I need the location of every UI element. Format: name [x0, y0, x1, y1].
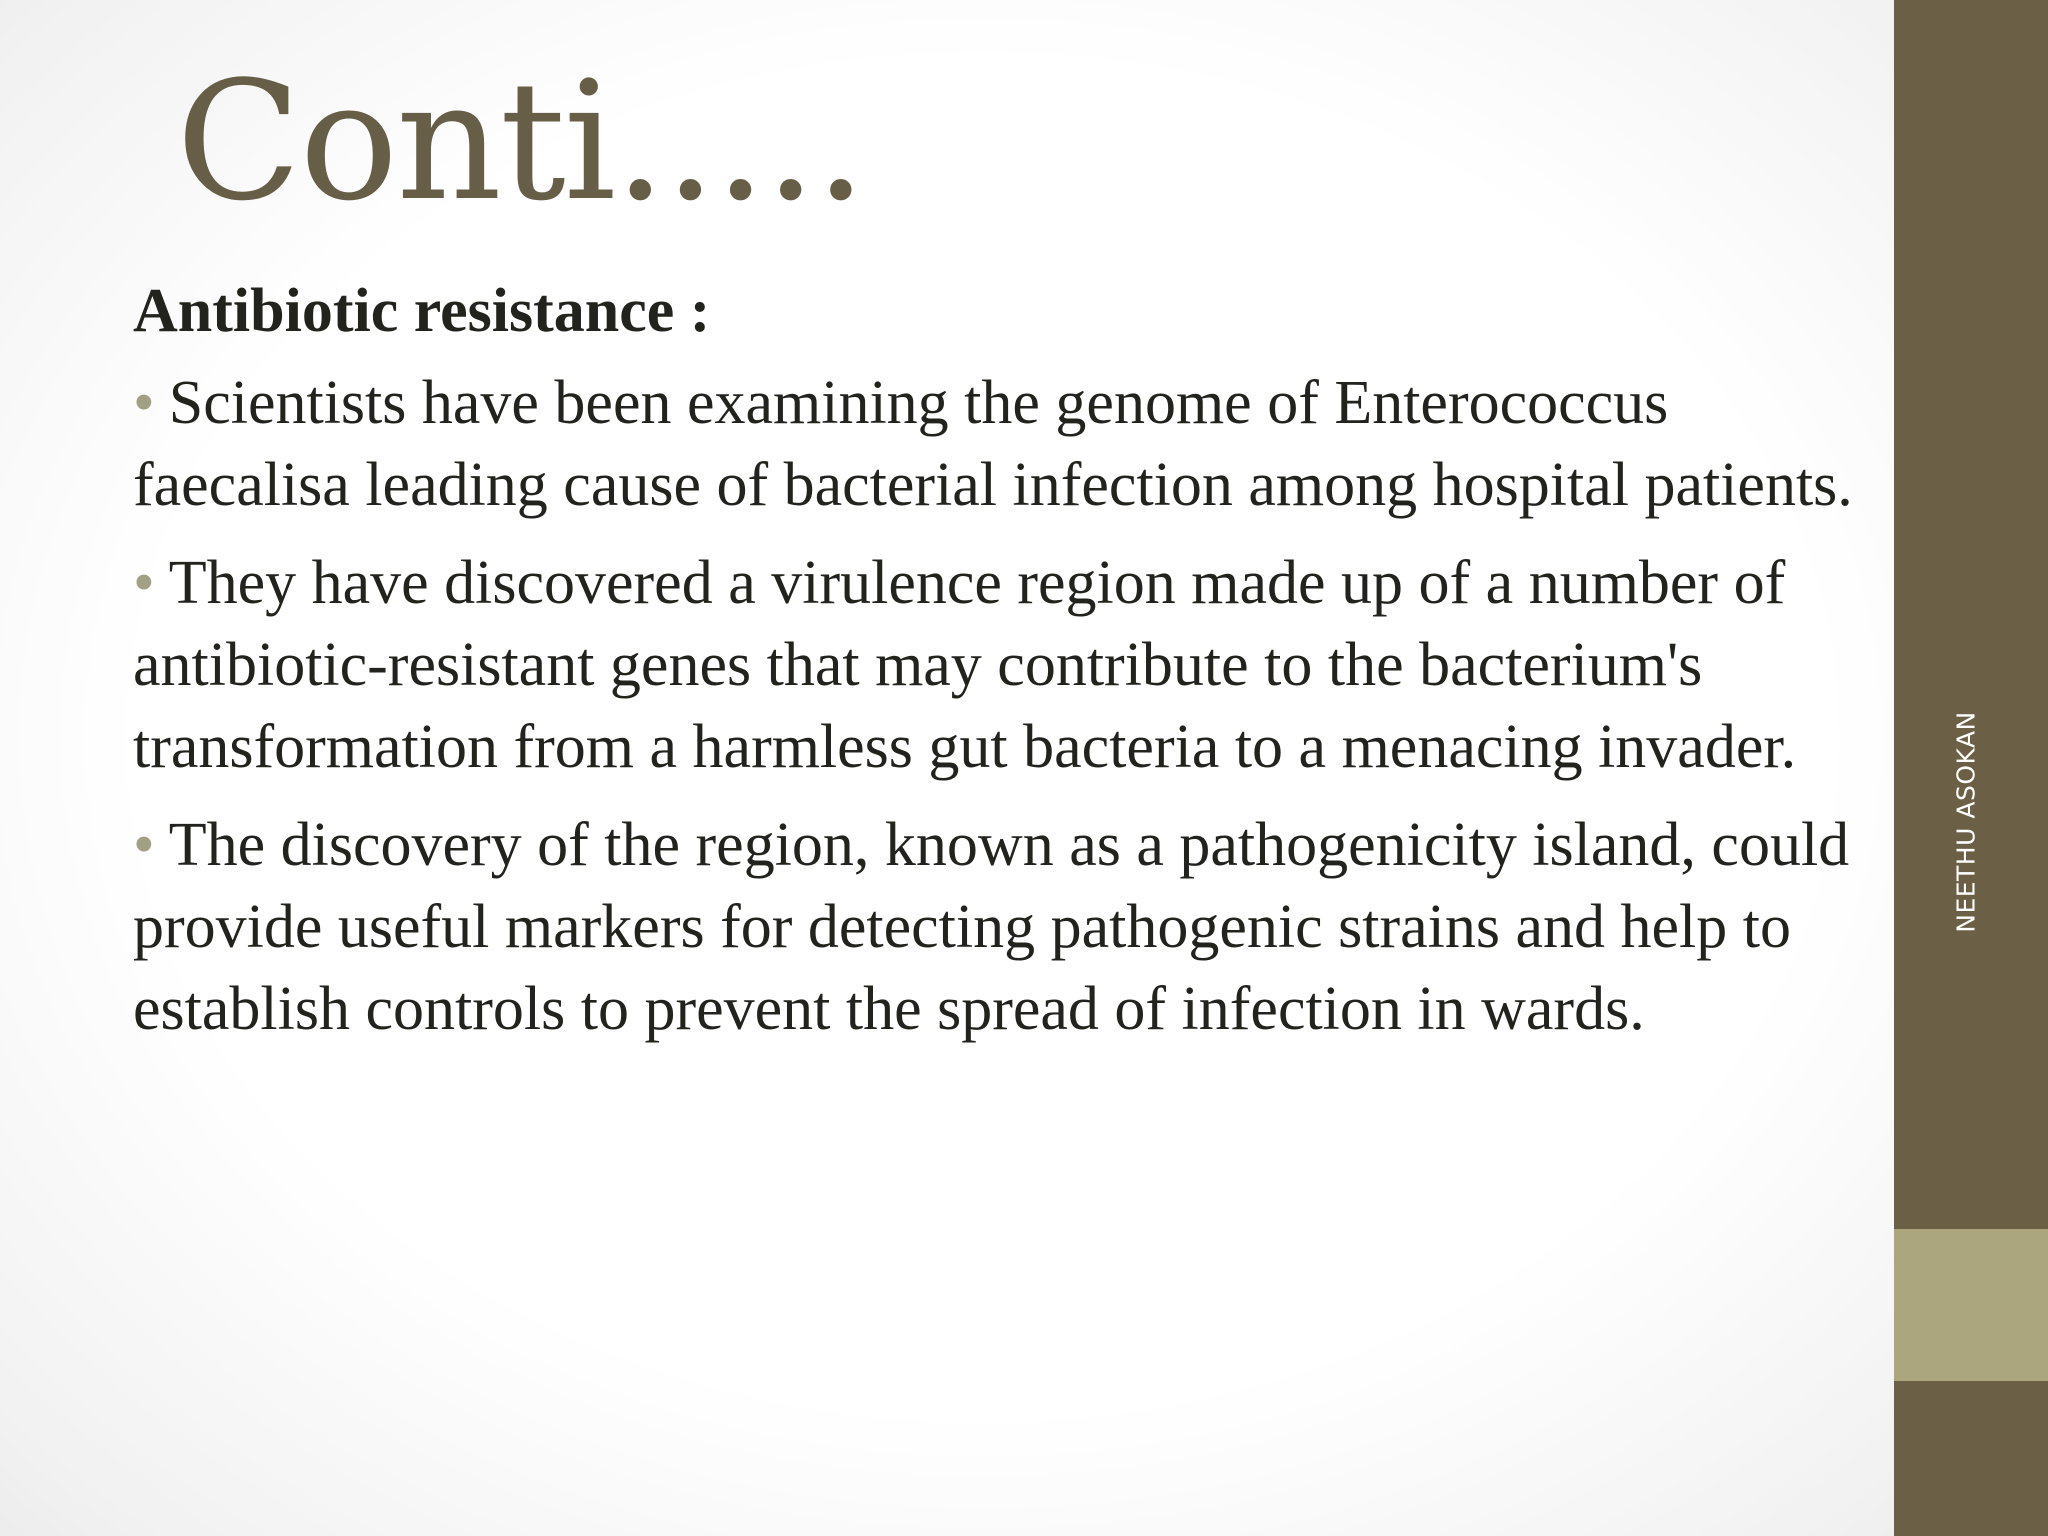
- sidebar-accent-block: [1894, 1229, 2048, 1381]
- bullet-item: [133, 362, 1878, 526]
- author-name: NEETHU ASOKAN: [1951, 711, 1981, 933]
- bullet-dot-icon: •: [133, 811, 155, 879]
- bullet-text: Scientists have been examining the genome of Enterococcus faecalisa leading cause of bacterial infection among hospital patients.: [133, 369, 1853, 519]
- bullet-text: The discovery of the region, known as a pathogenicity island, could provide useful markers for detecting pathogenic strains and help to establish controls to prevent the spread of infection in wards.: [133, 811, 1850, 1043]
- slide-body: [133, 270, 1878, 1050]
- bullet-text: They have discovered a virulence region made up of a number of antibiotic-resistant genes that may contribute to the bacterium's transformation from a harmless gut bacteria to a menacing invader.: [133, 549, 1797, 781]
- bullet-dot-icon: •: [133, 369, 155, 437]
- section-heading: Antibiotic resistance :: [133, 277, 711, 345]
- bullet-item: [133, 542, 1878, 788]
- bullet-item: [133, 804, 1878, 1050]
- slide-title: Conti.....: [176, 46, 865, 237]
- bullet-dot-icon: •: [133, 549, 155, 617]
